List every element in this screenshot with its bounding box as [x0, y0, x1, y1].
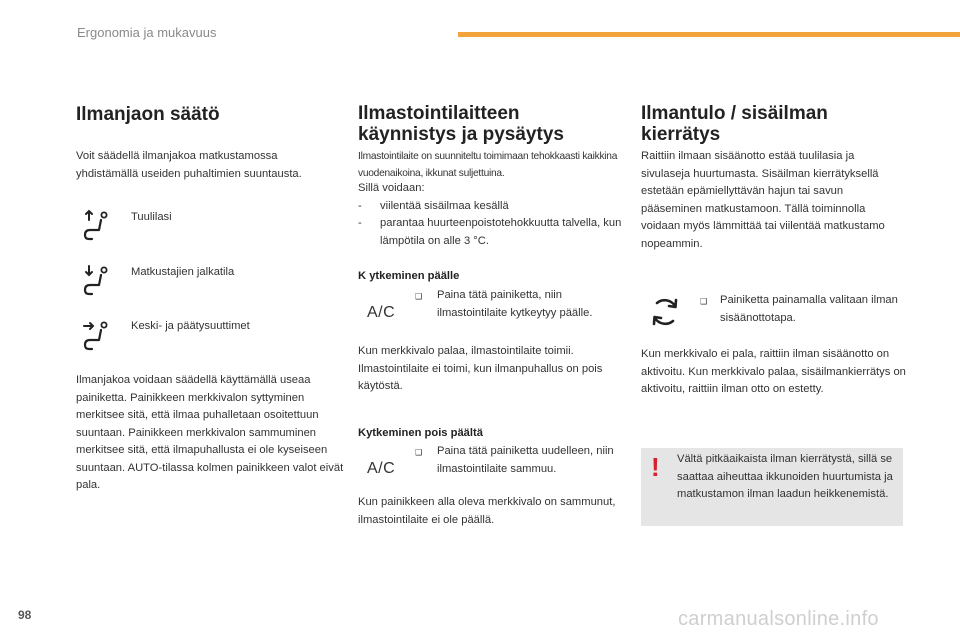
col2-note: Ilmastointilaite on suunniteltu toimimaan tehokkaasti kaikkina vuodenaikoina, ikkunat suljettuina.: [358, 151, 618, 179]
ac-button-icon-off: A/C: [367, 460, 396, 477]
col1-intro: Voit säädellä ilmanjakoa matkustamossa yhdistämällä useiden puhaltimien suuntausta.: [76, 150, 302, 180]
airflow-centre-side-vents-icon: [80, 318, 116, 354]
col2-title-line1: Ilmastointilaitteen: [358, 103, 520, 124]
col2-bullet-1: - viilentää sisäilmaa kesällä: [358, 198, 623, 216]
header-accent-bar: [458, 32, 960, 37]
airflow-feet-icon: [80, 263, 116, 299]
bullet-symbol-icon: ❑: [415, 292, 423, 301]
legend-label-windscreen: Tuulilasi: [131, 211, 172, 223]
col1-title: Ilmanjaon säätö: [76, 104, 220, 125]
ac-on-instruction: Paina tätä painiketta, niin ilmastointilaite kytkeytyy päälle.: [437, 289, 593, 319]
col2-bullet-2: - parantaa huurteenpoistotehokkuutta talvella, kun lämpötila on alle 3 °C.: [358, 215, 623, 250]
bullet-symbol-icon: ❑: [700, 297, 708, 306]
ac-on-heading: K ytkeminen päälle: [358, 270, 460, 282]
col3-title-line2: kierrätys: [641, 124, 721, 145]
section-title: Ergonomia ja mukavuus: [77, 25, 217, 40]
col3-title-line1: Ilmantulo / sisäilman: [641, 103, 828, 124]
legend-label-vents: Keski- ja päätysuuttimet: [131, 320, 250, 332]
legend-label-feet: Matkustajien jalkatila: [131, 266, 235, 278]
ac-on-body: Kun merkkivalo palaa, ilmastointilaite toimii. Ilmastointilaite ei toimi, kun ilmanpuhallus on pois käytöstä.: [358, 345, 603, 392]
col3-intro: Raittiin ilmaan sisäänotto estää tuulilasia ja sivulaseja huurtumasta. Sisäilman kierrätyksellä estetään epämiellyttävän hajun tai savun pääseminen matkustamoon. Tällä toiminnolla voidaan myös lämmittää tai viilentää matkustamo nopeammin.: [641, 150, 885, 250]
page-number: 98: [18, 608, 32, 622]
warning-exclamation-icon: !: [651, 452, 660, 482]
col3-title: [641, 103, 828, 145]
ac-off-body: Kun painikkeen alla oleva merkkivalo on sammunut, ilmastointilaite ei ole päällä.: [358, 496, 616, 526]
recirc-body: Kun merkkivalo ei pala, raittiin ilman sisäänotto on aktivoitu. Kun merkkivalo palaa, sisäilmankierrätys on aktivoitu, raittiin ilman otto on estetty.: [641, 348, 906, 395]
col2-intro: [358, 180, 623, 250]
recirculation-icon: [648, 295, 682, 334]
watermark: carmanualsonline.info: [678, 608, 879, 630]
col2-intro-text: Sillä voidaan:: [358, 182, 425, 194]
ac-off-instruction: Paina tätä painiketta uudelleen, niin ilmastointilaite sammuu.: [437, 445, 614, 475]
ac-button-icon-on: A/C: [367, 304, 396, 321]
col1-body: Ilmanjakoa voidaan säädellä käyttämällä useaa painiketta. Painikkeen merkkivalon syttyminen merkitsee sitä, että ilmaa puhalletaan osoitettuun suuntaan. Painikkeen merkkivalon sammuminen merkitsee sitä, että ilmapuhallusta ei ole kyseiseen suuntaan. AUTO-tilassa kolmen painikkeen valot eivät pala.: [76, 374, 344, 491]
col2-title-line2: käynnistys ja pysäytys: [358, 124, 564, 145]
recirc-instruction: Painiketta painamalla valitaan ilman sisäänottotapa.: [720, 294, 898, 324]
airflow-windscreen-icon: [80, 208, 116, 244]
col2-title: [358, 103, 564, 145]
ac-off-heading: Kytkeminen pois päältä: [358, 427, 483, 439]
bullet-symbol-icon: ❑: [415, 448, 423, 457]
warning-text: Vältä pitkäaikaista ilman kierrätystä, sillä se saattaa aiheuttaa ikkunoiden huurtumista ja matkustamon ilman laadun heikkenemistä.: [677, 453, 893, 500]
